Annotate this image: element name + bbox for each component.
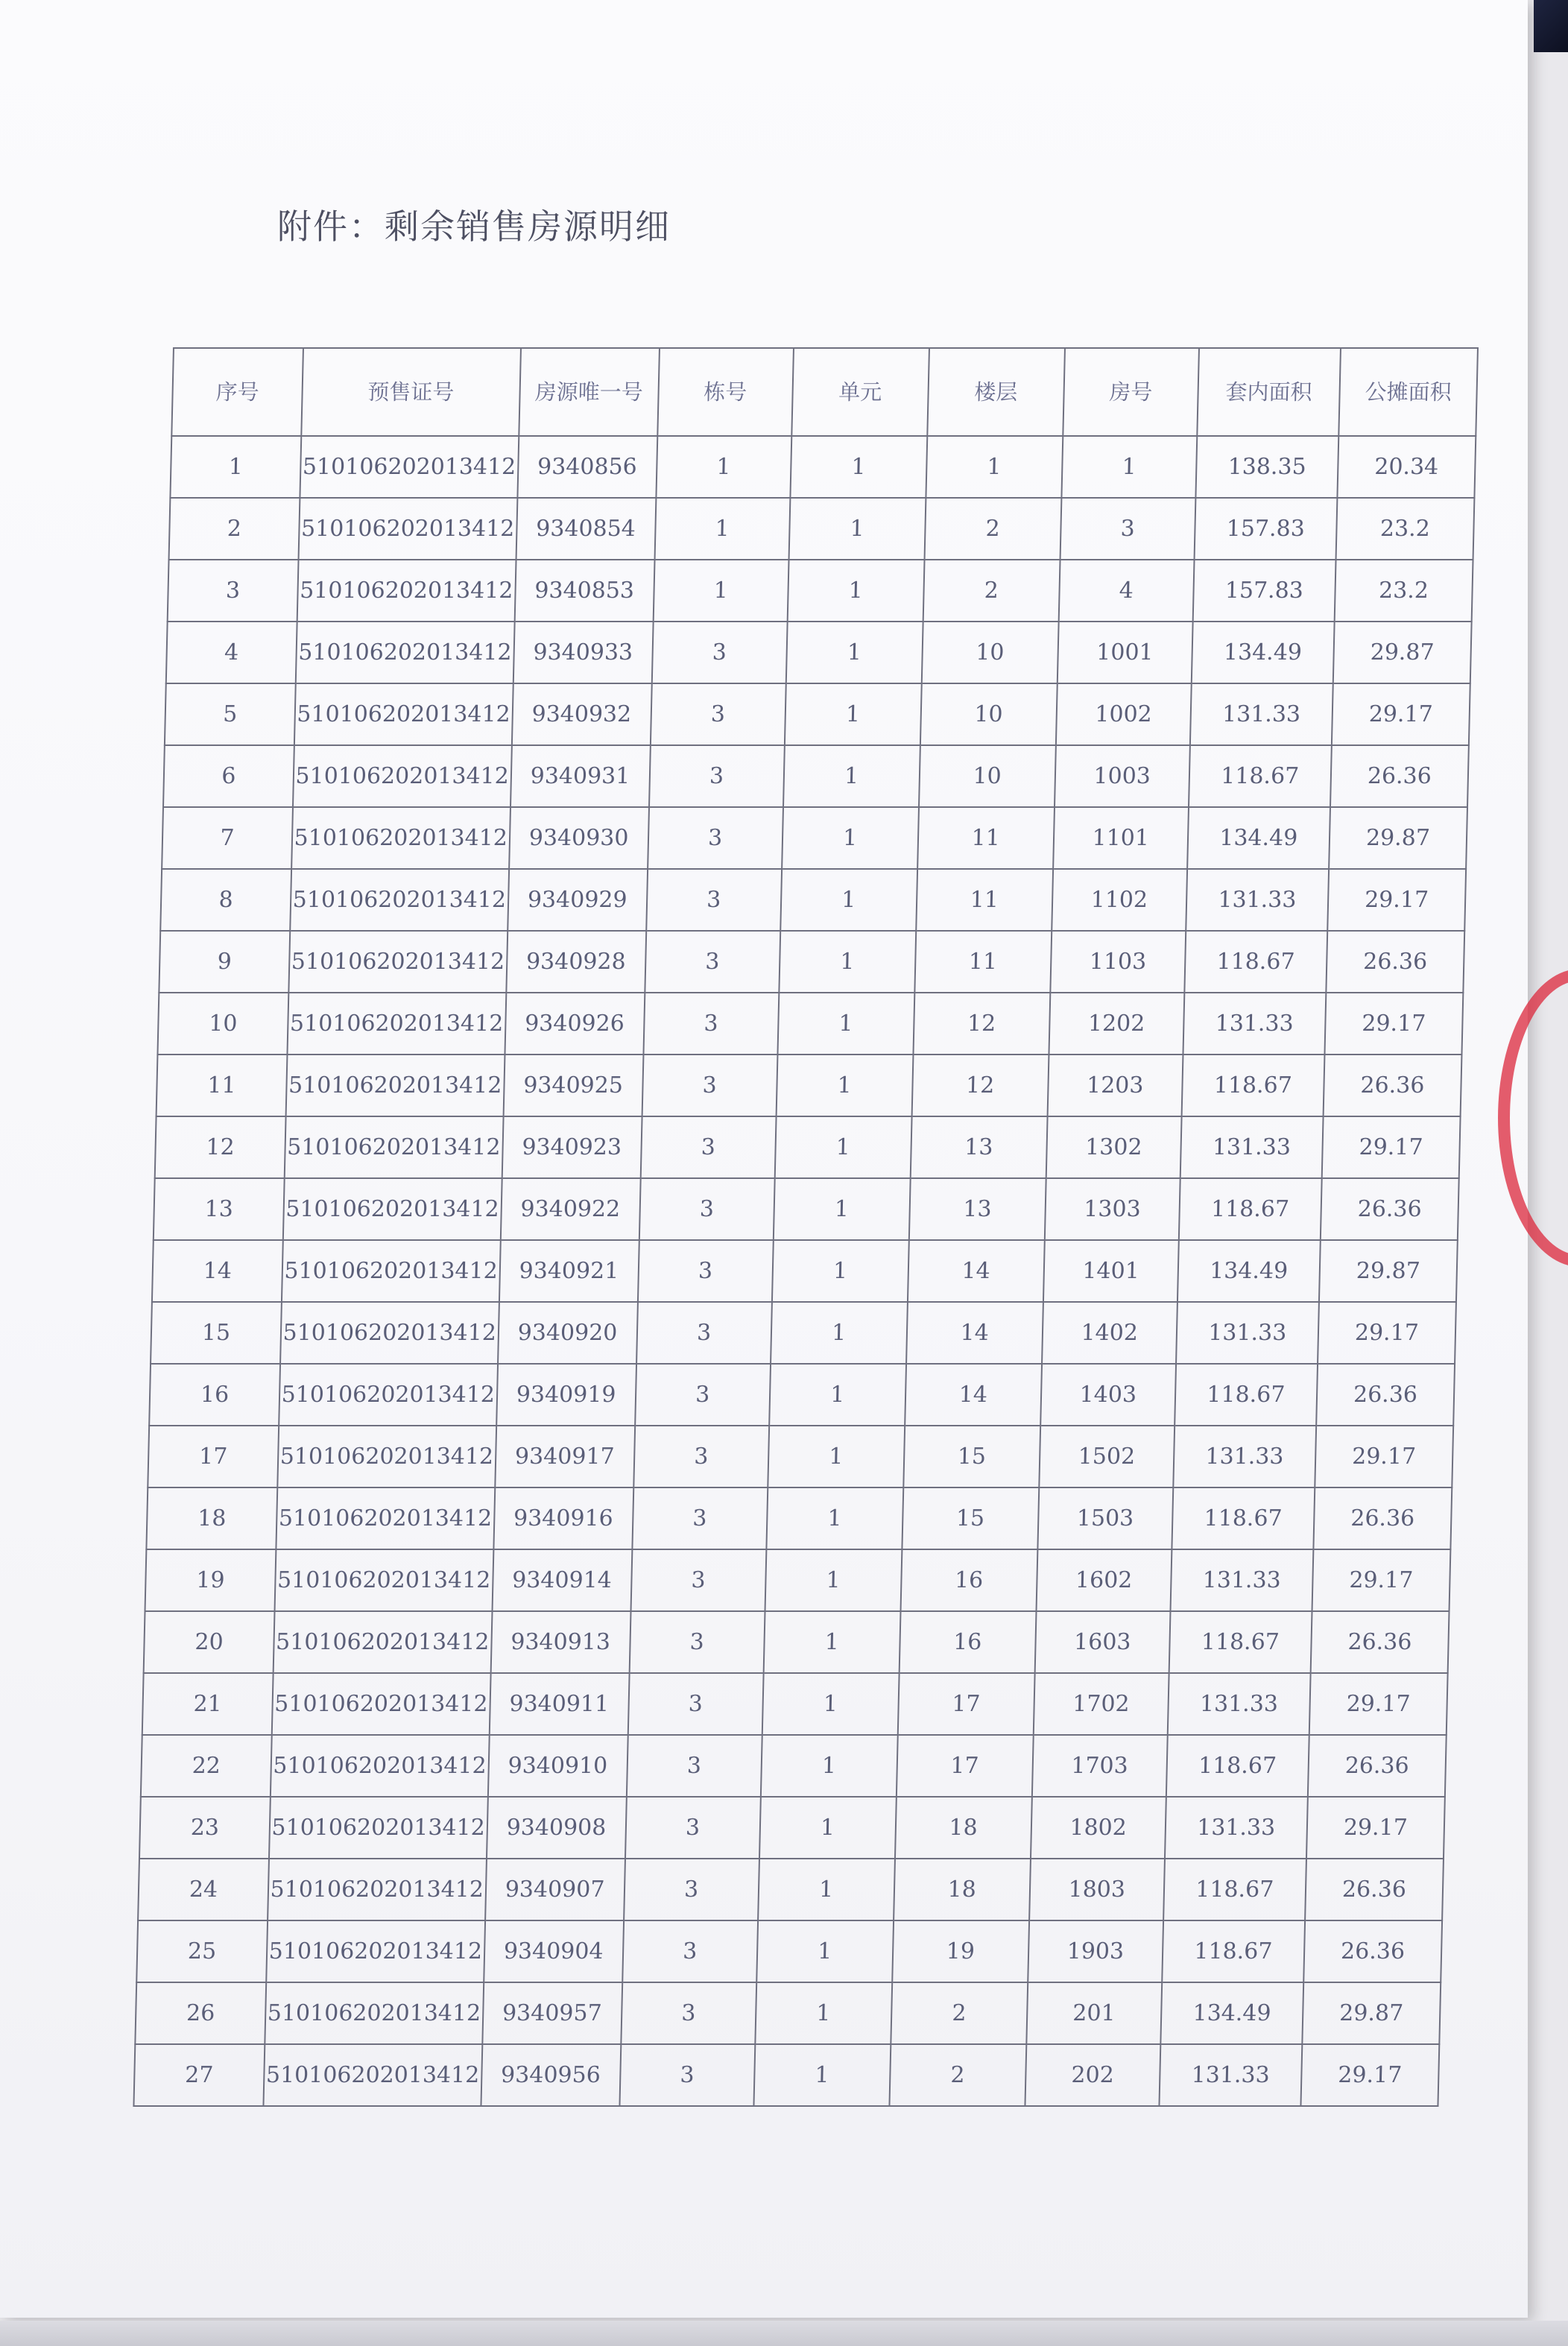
table-row — [139, 1797, 1445, 1859]
cell-inner-area: 131.33 — [1167, 1673, 1310, 1735]
cell-unique-id: 9340925 — [503, 1055, 643, 1116]
cell-unique-id: 9340907 — [485, 1859, 625, 1920]
cell-presale-cert: 510106202013412 — [296, 622, 514, 683]
cell-inner-area: 131.33 — [1165, 1797, 1308, 1859]
table-row — [136, 1920, 1442, 1982]
cell-shared-area: 26.36 — [1323, 1055, 1461, 1116]
cell-floor: 17 — [897, 1673, 1034, 1735]
cell-presale-cert: 510106202013412 — [285, 1116, 503, 1178]
cell-unit: 1 — [776, 1055, 913, 1116]
cell-room: 1102 — [1052, 869, 1187, 931]
table-row — [141, 1735, 1447, 1797]
cell-unique-id: 9340856 — [517, 436, 657, 498]
cell-floor: 12 — [913, 993, 1050, 1055]
cell-room: 3 — [1060, 498, 1195, 560]
cell-floor: 13 — [908, 1178, 1046, 1240]
cell-building: 1 — [653, 560, 788, 622]
cell-inner-area: 134.49 — [1160, 1982, 1303, 2044]
cell-unit: 1 — [785, 683, 922, 745]
cell-building: 1 — [656, 436, 791, 498]
cell-seq: 12 — [155, 1116, 286, 1178]
table-row — [159, 931, 1464, 993]
cell-unique-id: 9340922 — [500, 1178, 640, 1240]
cell-unique-id: 9340854 — [516, 498, 656, 560]
cell-room: 1602 — [1036, 1549, 1172, 1611]
cell-building: 3 — [642, 1055, 777, 1116]
cell-building: 3 — [629, 1611, 765, 1673]
cell-seq: 25 — [136, 1920, 268, 1982]
cell-building: 3 — [650, 683, 785, 745]
table-row — [163, 745, 1469, 807]
table-row — [166, 622, 1472, 683]
cell-room: 1003 — [1055, 745, 1190, 807]
cell-presale-cert: 510106202013412 — [282, 1240, 500, 1302]
cell-inner-area: 131.33 — [1170, 1549, 1313, 1611]
cell-shared-area: 26.36 — [1308, 1735, 1447, 1797]
cell-presale-cert: 510106202013412 — [290, 869, 508, 931]
cell-presale-cert: 510106202013412 — [286, 1055, 505, 1116]
cell-unique-id: 9340911 — [489, 1673, 629, 1735]
table-row — [169, 498, 1475, 560]
cell-seq: 8 — [160, 869, 291, 931]
cell-presale-cert: 510106202013412 — [272, 1673, 490, 1735]
cell-room: 1703 — [1032, 1735, 1168, 1797]
cell-shared-area: 23.2 — [1335, 498, 1474, 560]
cell-unique-id: 9340930 — [509, 807, 649, 869]
cell-presale-cert: 510106202013412 — [298, 498, 516, 560]
cell-inner-area: 131.33 — [1183, 993, 1326, 1055]
cell-presale-cert: 510106202013412 — [269, 1797, 487, 1859]
table-body — [133, 436, 1476, 2106]
cell-floor: 16 — [900, 1549, 1037, 1611]
table-row — [162, 807, 1467, 869]
cell-building: 3 — [643, 993, 779, 1055]
cell-seq: 21 — [142, 1673, 274, 1735]
table-row — [152, 1240, 1458, 1302]
background-surface — [0, 2321, 1568, 2346]
cell-presale-cert: 510106202013412 — [276, 1487, 494, 1549]
header-building: 栋号 — [657, 348, 794, 436]
cell-unit: 1 — [762, 1673, 899, 1735]
cell-unique-id: 9340921 — [499, 1240, 639, 1302]
cell-unit: 1 — [758, 1859, 895, 1920]
cell-shared-area: 29.17 — [1300, 2044, 1439, 2106]
header-unique-id: 房源唯一号 — [519, 348, 660, 436]
cell-unit: 1 — [771, 1302, 908, 1364]
cell-shared-area: 20.34 — [1337, 436, 1476, 498]
table-row — [148, 1426, 1453, 1487]
cell-building: 3 — [646, 869, 782, 931]
cell-inner-area: 138.35 — [1195, 436, 1338, 498]
table-row — [133, 2044, 1439, 2106]
cell-unique-id: 9340923 — [502, 1116, 642, 1178]
cell-building: 3 — [621, 1982, 756, 2044]
cell-unit: 1 — [759, 1797, 897, 1859]
cell-presale-cert: 510106202013412 — [265, 1982, 483, 2044]
cell-seq: 4 — [166, 622, 297, 683]
cell-shared-area: 26.36 — [1326, 931, 1464, 993]
cell-building: 3 — [630, 1549, 766, 1611]
cell-floor: 11 — [914, 931, 1052, 993]
cell-presale-cert: 510106202013412 — [293, 745, 511, 807]
cell-shared-area: 29.17 — [1332, 683, 1470, 745]
cell-unique-id: 9340928 — [506, 931, 646, 993]
cell-shared-area: 29.17 — [1312, 1549, 1450, 1611]
cell-inner-area: 131.33 — [1180, 1116, 1323, 1178]
table-row — [135, 1982, 1441, 2044]
table-row — [160, 869, 1466, 931]
cell-shared-area: 29.87 — [1319, 1240, 1458, 1302]
cell-floor: 2 — [923, 560, 1060, 622]
cell-floor: 18 — [895, 1797, 1032, 1859]
cell-inner-area: 118.67 — [1184, 931, 1327, 993]
cell-inner-area: 118.67 — [1181, 1055, 1324, 1116]
cell-seq: 16 — [149, 1364, 280, 1426]
cell-seq: 9 — [159, 931, 290, 993]
table-row — [155, 1116, 1461, 1178]
cell-inner-area: 131.33 — [1173, 1426, 1316, 1487]
cell-unit: 1 — [755, 1982, 892, 2044]
cell-floor: 13 — [910, 1116, 1047, 1178]
cell-building: 3 — [624, 1859, 759, 1920]
cell-room: 4 — [1058, 560, 1194, 622]
cell-room: 1002 — [1056, 683, 1192, 745]
cell-building: 3 — [633, 1426, 769, 1487]
cell-presale-cert: 510106202013412 — [274, 1611, 492, 1673]
cell-seq: 10 — [157, 993, 288, 1055]
cell-room: 1603 — [1034, 1611, 1170, 1673]
cell-inner-area: 134.49 — [1177, 1240, 1321, 1302]
cell-unit: 1 — [773, 1178, 910, 1240]
cell-building: 3 — [639, 1178, 774, 1240]
table-row — [170, 436, 1476, 498]
cell-building: 3 — [638, 1240, 774, 1302]
cell-building: 3 — [649, 745, 785, 807]
cell-floor: 15 — [903, 1426, 1040, 1487]
cell-floor: 15 — [902, 1487, 1039, 1549]
cell-unit: 1 — [763, 1611, 900, 1673]
cell-shared-area: 29.87 — [1333, 622, 1472, 683]
document-title: 附件：剩余销售房源明细 — [277, 206, 671, 247]
cell-inner-area: 118.67 — [1175, 1364, 1318, 1426]
cell-inner-area: 118.67 — [1166, 1735, 1309, 1797]
cell-unit: 1 — [788, 498, 926, 560]
cell-presale-cert: 510106202013412 — [288, 931, 507, 993]
cell-room: 1001 — [1057, 622, 1192, 683]
cell-room: 1502 — [1039, 1426, 1175, 1487]
table-row — [157, 993, 1463, 1055]
cell-unit: 1 — [785, 622, 923, 683]
cell-floor: 11 — [916, 869, 1053, 931]
cell-unique-id: 9340933 — [513, 622, 653, 683]
cell-inner-area: 131.33 — [1190, 683, 1333, 745]
cell-building: 3 — [651, 622, 787, 683]
cell-unique-id: 9340908 — [487, 1797, 627, 1859]
cell-floor: 14 — [906, 1302, 1043, 1364]
cell-room: 1702 — [1033, 1673, 1169, 1735]
cell-floor: 2 — [924, 498, 1061, 560]
cell-presale-cert: 510106202013412 — [277, 1426, 496, 1487]
cell-building: 3 — [632, 1487, 768, 1549]
cell-unique-id: 9340957 — [482, 1982, 622, 2044]
cell-unique-id: 9340931 — [510, 745, 651, 807]
cell-floor: 16 — [899, 1611, 1036, 1673]
remaining-units-table — [133, 347, 1479, 2107]
cell-room: 1 — [1061, 436, 1197, 498]
cell-unique-id: 9340913 — [490, 1611, 630, 1673]
cell-presale-cert: 510106202013412 — [297, 560, 516, 622]
cell-room: 201 — [1026, 1982, 1162, 2044]
cell-unique-id: 9340910 — [487, 1735, 627, 1797]
table-header-row — [171, 348, 1478, 436]
table-row — [142, 1673, 1448, 1735]
cell-shared-area: 29.17 — [1322, 1116, 1461, 1178]
cell-inner-area: 157.83 — [1192, 560, 1335, 622]
cell-seq: 2 — [169, 498, 300, 560]
cell-seq: 26 — [135, 1982, 266, 2044]
cell-unit: 1 — [787, 560, 924, 622]
cell-unique-id: 9340853 — [514, 560, 654, 622]
cell-building: 3 — [627, 1673, 763, 1735]
cell-unit: 1 — [780, 869, 917, 931]
table-row — [168, 560, 1473, 622]
cell-seq: 3 — [168, 560, 299, 622]
cell-presale-cert: 510106202013412 — [279, 1364, 497, 1426]
cell-presale-cert: 510106202013412 — [294, 683, 513, 745]
cell-shared-area: 23.2 — [1335, 560, 1473, 622]
cell-unique-id: 9340956 — [481, 2044, 621, 2106]
cell-room: 1401 — [1043, 1240, 1179, 1302]
cell-seq: 11 — [157, 1055, 288, 1116]
header-seq: 序号 — [171, 348, 303, 436]
cell-presale-cert: 510106202013412 — [263, 2044, 481, 2106]
cell-seq: 27 — [133, 2044, 265, 2106]
cell-seq: 24 — [138, 1859, 269, 1920]
cell-seq: 13 — [154, 1178, 285, 1240]
cell-seq: 23 — [139, 1797, 271, 1859]
cell-floor: 10 — [921, 622, 1058, 683]
header-shared-area: 公摊面积 — [1338, 348, 1478, 436]
cell-inner-area: 118.67 — [1189, 745, 1332, 807]
cell-shared-area: 29.17 — [1309, 1673, 1448, 1735]
cell-shared-area: 26.36 — [1316, 1364, 1455, 1426]
cell-room: 1101 — [1053, 807, 1189, 869]
cell-unit: 1 — [782, 807, 919, 869]
cell-building: 3 — [626, 1735, 762, 1797]
cell-room: 1202 — [1049, 993, 1184, 1055]
cell-floor: 2 — [891, 1982, 1028, 2044]
header-inner-area: 套内面积 — [1197, 348, 1341, 436]
cell-unique-id: 9340920 — [498, 1302, 638, 1364]
cell-room: 202 — [1025, 2044, 1160, 2106]
cell-shared-area: 26.36 — [1310, 1611, 1449, 1673]
cell-unit: 1 — [753, 2044, 891, 2106]
cell-unit: 1 — [774, 1116, 911, 1178]
cell-seq: 7 — [162, 807, 293, 869]
cell-seq: 15 — [151, 1302, 282, 1364]
cell-building: 3 — [636, 1302, 772, 1364]
cell-unique-id: 9340914 — [492, 1549, 632, 1611]
cell-unit: 1 — [777, 993, 914, 1055]
cell-shared-area: 26.36 — [1313, 1487, 1452, 1549]
cell-room: 1402 — [1042, 1302, 1177, 1364]
cell-presale-cert: 510106202013412 — [291, 807, 510, 869]
cell-building: 3 — [635, 1364, 771, 1426]
cell-seq: 18 — [146, 1487, 277, 1549]
cell-room: 1103 — [1050, 931, 1186, 993]
cell-shared-area: 29.17 — [1324, 993, 1463, 1055]
cell-inner-area: 118.67 — [1179, 1178, 1322, 1240]
cell-unit: 1 — [772, 1240, 909, 1302]
cell-inner-area: 131.33 — [1176, 1302, 1319, 1364]
cell-building: 3 — [622, 1920, 758, 1982]
cell-room: 1203 — [1047, 1055, 1183, 1116]
cell-shared-area: 29.87 — [1329, 807, 1467, 869]
table-row — [165, 683, 1470, 745]
cell-building: 3 — [640, 1116, 776, 1178]
cell-room: 1803 — [1029, 1859, 1165, 1920]
cell-inner-area: 118.67 — [1162, 1920, 1305, 1982]
cell-inner-area: 131.33 — [1159, 2044, 1302, 2106]
cell-inner-area: 118.67 — [1163, 1859, 1306, 1920]
cell-unit: 1 — [760, 1735, 897, 1797]
cell-unique-id: 9340917 — [495, 1426, 635, 1487]
cell-floor: 17 — [897, 1735, 1034, 1797]
cell-floor: 12 — [911, 1055, 1049, 1116]
cell-building: 3 — [625, 1797, 761, 1859]
cell-presale-cert: 510106202013412 — [274, 1549, 493, 1611]
background-edge — [1534, 0, 1568, 52]
table-row — [157, 1055, 1462, 1116]
table-row — [138, 1859, 1444, 1920]
header-room: 房号 — [1063, 348, 1199, 436]
cell-floor: 14 — [908, 1240, 1045, 1302]
cell-floor: 11 — [917, 807, 1055, 869]
header-unit: 单元 — [791, 348, 929, 436]
cell-unique-id: 9340932 — [511, 683, 651, 745]
cell-presale-cert: 510106202013412 — [280, 1302, 499, 1364]
cell-room: 1302 — [1046, 1116, 1181, 1178]
cell-inner-area: 118.67 — [1172, 1487, 1315, 1549]
table-row — [149, 1364, 1455, 1426]
cell-unique-id: 9340926 — [505, 993, 645, 1055]
cell-presale-cert: 510106202013412 — [268, 1859, 486, 1920]
table-row — [154, 1178, 1459, 1240]
cell-presale-cert: 510106202013412 — [271, 1735, 489, 1797]
header-floor: 楼层 — [927, 348, 1065, 436]
cell-seq: 22 — [141, 1735, 272, 1797]
cell-unit: 1 — [768, 1426, 905, 1487]
table-row — [151, 1302, 1456, 1364]
cell-shared-area: 29.87 — [1302, 1982, 1441, 2044]
cell-seq: 6 — [163, 745, 294, 807]
cell-unit: 1 — [756, 1920, 894, 1982]
cell-unit: 1 — [790, 436, 927, 498]
cell-unit: 1 — [766, 1487, 903, 1549]
cell-presale-cert: 510106202013412 — [300, 436, 518, 498]
cell-unique-id: 9340916 — [493, 1487, 633, 1549]
cell-room: 1303 — [1045, 1178, 1180, 1240]
cell-inner-area: 134.49 — [1191, 622, 1334, 683]
cell-room: 1903 — [1028, 1920, 1163, 1982]
cell-unique-id: 9340919 — [496, 1364, 636, 1426]
cell-room: 1802 — [1031, 1797, 1166, 1859]
cell-floor: 2 — [889, 2044, 1026, 2106]
cell-shared-area: 26.36 — [1321, 1178, 1459, 1240]
cell-shared-area: 26.36 — [1305, 1859, 1444, 1920]
cell-floor: 10 — [919, 745, 1056, 807]
cell-building: 1 — [654, 498, 790, 560]
cell-building: 3 — [619, 2044, 755, 2106]
cell-shared-area: 29.17 — [1315, 1426, 1453, 1487]
table-row — [145, 1549, 1451, 1611]
cell-floor: 18 — [894, 1859, 1031, 1920]
cell-unique-id: 9340904 — [484, 1920, 624, 1982]
cell-seq: 14 — [152, 1240, 283, 1302]
cell-seq: 20 — [144, 1611, 275, 1673]
cell-room: 1503 — [1037, 1487, 1173, 1549]
cell-shared-area: 29.17 — [1327, 869, 1466, 931]
cell-shared-area: 26.36 — [1330, 745, 1469, 807]
cell-inner-area: 134.49 — [1187, 807, 1330, 869]
cell-unit: 1 — [769, 1364, 906, 1426]
cell-room: 1403 — [1040, 1364, 1176, 1426]
cell-unit: 1 — [765, 1549, 902, 1611]
cell-floor: 1 — [926, 436, 1063, 498]
cell-presale-cert: 510106202013412 — [283, 1178, 502, 1240]
cell-floor: 10 — [920, 683, 1058, 745]
cell-unique-id: 9340929 — [508, 869, 648, 931]
cell-presale-cert: 510106202013412 — [287, 993, 505, 1055]
cell-inner-area: 118.67 — [1169, 1611, 1312, 1673]
cell-floor: 19 — [892, 1920, 1029, 1982]
cell-shared-area: 29.17 — [1306, 1797, 1445, 1859]
cell-shared-area: 29.17 — [1318, 1302, 1456, 1364]
cell-inner-area: 157.83 — [1194, 498, 1337, 560]
cell-building: 3 — [648, 807, 783, 869]
table-row — [144, 1611, 1450, 1673]
cell-seq: 19 — [145, 1549, 276, 1611]
cell-seq: 1 — [170, 436, 301, 498]
cell-seq: 17 — [148, 1426, 279, 1487]
cell-inner-area: 131.33 — [1186, 869, 1329, 931]
header-presale-cert: 预售证号 — [301, 348, 520, 436]
cell-floor: 14 — [905, 1364, 1042, 1426]
table-row — [146, 1487, 1452, 1549]
cell-unit: 1 — [779, 931, 916, 993]
cell-seq: 5 — [165, 683, 296, 745]
cell-unit: 1 — [783, 745, 920, 807]
cell-shared-area: 26.36 — [1303, 1920, 1442, 1982]
cell-building: 3 — [645, 931, 780, 993]
cell-presale-cert: 510106202013412 — [266, 1920, 484, 1982]
